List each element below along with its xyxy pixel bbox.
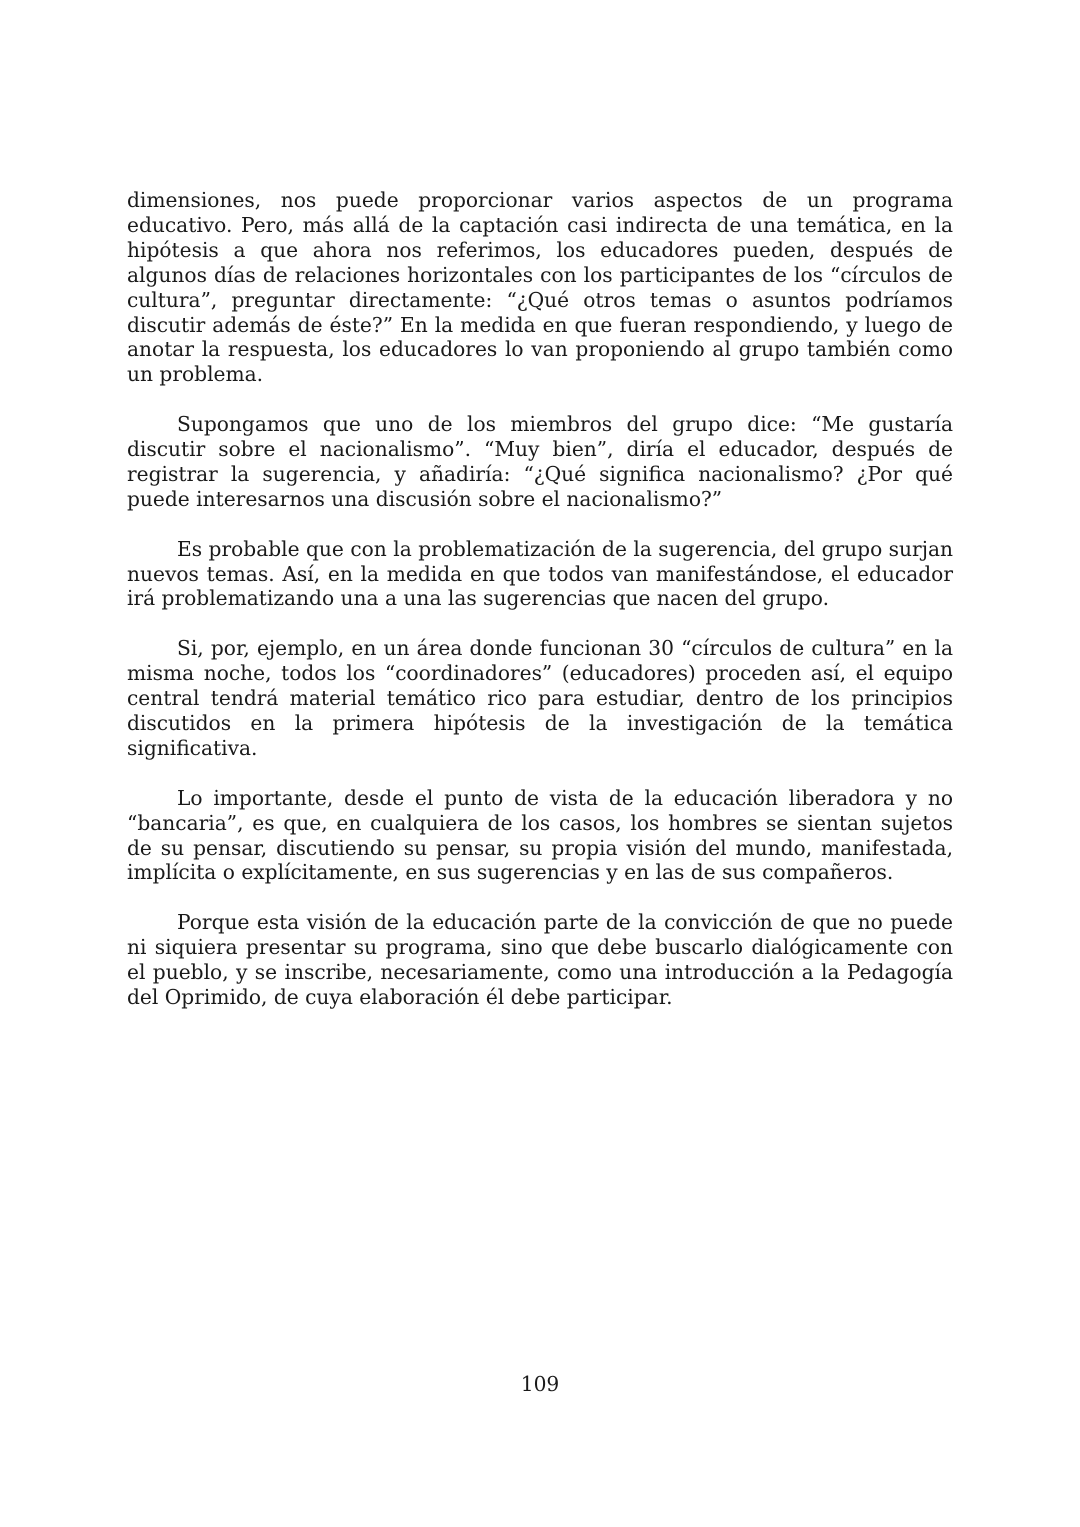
- paragraph: Supongamos que uno de los miembros del grupo dice: “Me gustaría discutir sobre el nacionalismo”. “Muy bien”, diría el educador, después de registrar la sugerencia, y añadiría: “¿Qué significa nacionalismo? ¿Por qué puede interesarnos una discusión sobre el nacionalismo?”: [127, 412, 953, 511]
- paragraph: Es probable que con la problematización de la sugerencia, del grupo surjan nuevos temas. Así, en la medida en que todos van manifestándose, el educador irá problematizando una a una las sugerencias que nacen del grupo.: [127, 536, 953, 611]
- paragraph: Si, por, ejemplo, en un área donde funcionan 30 “círculos de cultura” en la misma noche, todos los “coordinadores” (educadores) proceden así, el equipo central tendrá material temático rico para estudiar, dentro de los principios discutidos en la primera hipótesis de la investigación de la temática significativa.: [127, 636, 953, 760]
- body-text: [127, 188, 953, 1035]
- paragraph: Porque esta visión de la educación parte de la convicción de que no puede ni siquiera presentar su programa, sino que debe buscarlo dialógicamente con el pueblo, y se inscribe, necesariamente, como una introducción a la Pedagogía del Oprimido, de cuya elaboración él debe participar.: [127, 910, 953, 1009]
- paragraph: Lo importante, desde el punto de vista de la educación liberadora y no “bancaria”, es que, en cualquiera de los casos, los hombres se sientan sujetos de su pensar, discutiendo su pensar, su propia visión del mundo, manifestada, implícita o explícitamente, en sus sugerencias y en las de sus compañeros.: [127, 785, 953, 885]
- paragraph-continuation: dimensiones, nos puede proporcionar varios aspectos de un programa educativo. Pero, más allá de la captación casi indirecta de una temática, en la hipótesis a que ahora nos referimos, los educadores pueden, después de algunos días de relaciones horizontales con los participantes de los “círculos de cultura”, preguntar directamente: “¿Qué otros temas o asuntos podríamos discutir además de éste?” En la medida en que fueran respondiendo, y luego de anotar la respuesta, los educadores lo van proponiendo al grupo también como un problema.: [127, 188, 953, 387]
- page-number: 109: [520, 1372, 560, 1396]
